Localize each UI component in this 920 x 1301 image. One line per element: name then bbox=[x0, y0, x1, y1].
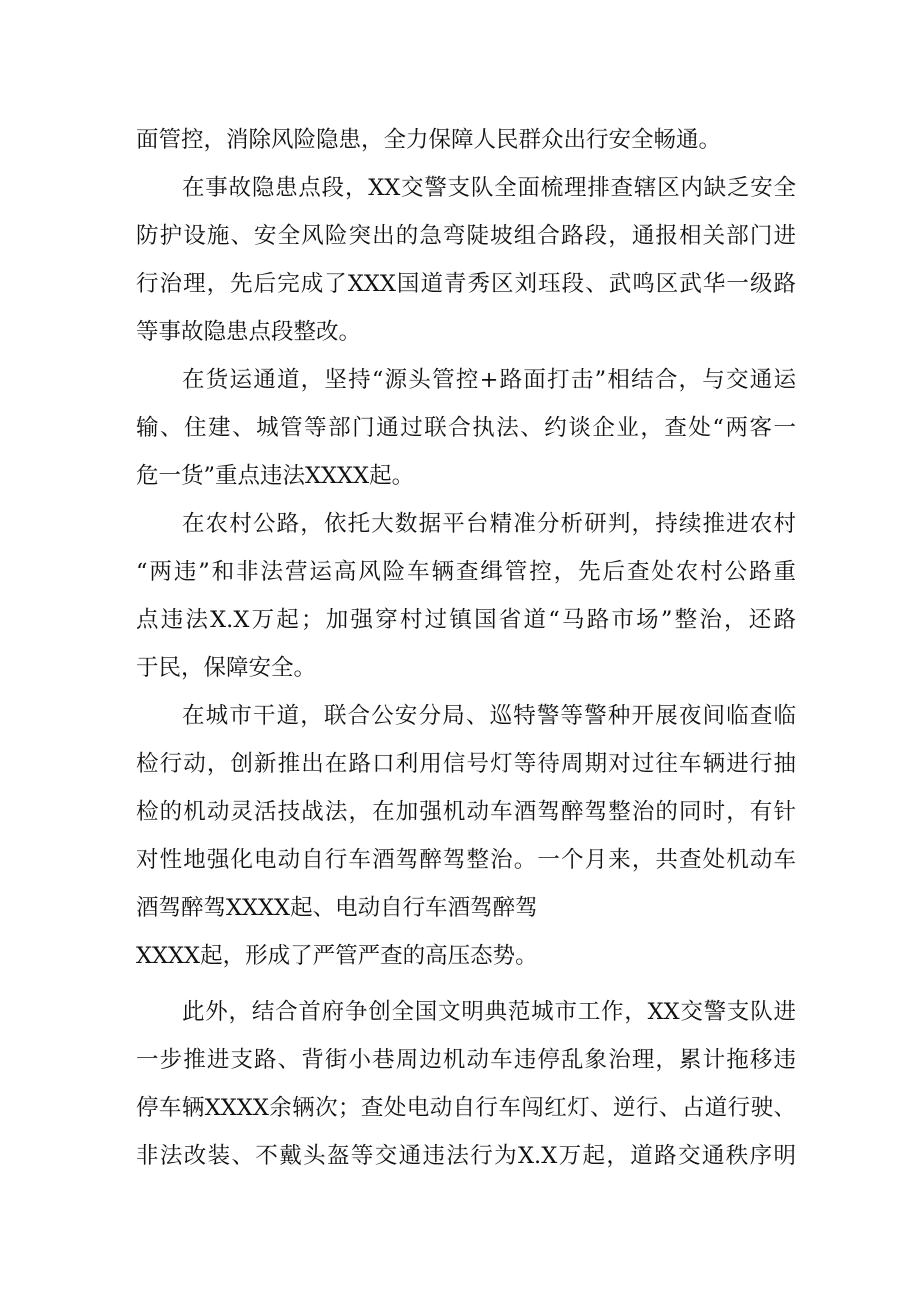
paragraph-line: XXXX起，形成了严管严查的高压态势。 bbox=[136, 943, 538, 969]
paragraph-line: 于民，保障安全。 bbox=[136, 655, 317, 681]
paragraph-line: 在农村公路，依托大数据平台精准分析研判，持续推进农村 bbox=[182, 511, 796, 537]
paragraph-line: 行治理，先后完成了XXX国道青秀区刘珏段、武鸣区武华一级路 bbox=[136, 271, 796, 297]
paragraph-line: 此外，结合首府争创全国文明典范城市工作，XX交警支队进 bbox=[182, 999, 796, 1025]
paragraph-line: 输、住建、城管等部门通过联合执法、约谈企业，查处“两客一 bbox=[136, 415, 796, 441]
paragraph-line: 防护设施、安全风险突出的急弯陡坡组合路段，通报相关部门进 bbox=[136, 223, 796, 249]
paragraph-line: 对性地强化电动自行车酒驾醉驾整治。一个月来，共查处机动车 bbox=[136, 847, 796, 873]
paragraph-line: 在事故隐患点段，XX交警支队全面梳理排查辖区内缺乏安全 bbox=[182, 175, 796, 201]
paragraph-line: 等事故隐患点段整改。 bbox=[136, 319, 362, 345]
paragraph-line: 面管控，消除风险隐患，全力保障人民群众出行安全畅通。 bbox=[136, 127, 722, 153]
paragraph-line: 酒驾醉驾XXXX起、电动自行车酒驾醉驾 bbox=[136, 895, 538, 921]
paragraph-line: 检的机动灵活技战法，在加强机动车酒驾醉驾整治的同时，有针 bbox=[136, 799, 796, 825]
paragraph-line: 在城市干道，联合公安分局、巡特警等警种开展夜间临查临 bbox=[182, 703, 796, 729]
paragraph-line: 点违法X.X万起；加强穿村过镇国省道“马路市场”整治，还路 bbox=[136, 607, 796, 633]
paragraph-line: 在货运通道，坚持“源头管控+路面打击”相结合，与交通运 bbox=[182, 367, 796, 393]
paragraph-line: “两违”和非法营运高风险车辆查缉管控，先后查处农村公路重 bbox=[136, 559, 796, 585]
paragraph-line: 一步推进支路、背街小巷周边机动车违停乱象治理，累计拖移违 bbox=[136, 1047, 796, 1073]
paragraph-line: 危一货”重点违法XXXX起。 bbox=[136, 463, 415, 489]
paragraph-line: 非法改装、不戴头盔等交通违法行为X.X万起，道路交通秩序明 bbox=[136, 1143, 796, 1169]
paragraph-line: 检行动，创新推出在路口利用信号灯等待周期对过往车辆进行抽 bbox=[136, 751, 796, 777]
paragraph-line: 停车辆XXXX余辆次；查处电动自行车闯红灯、逆行、占道行驶、 bbox=[136, 1095, 796, 1121]
